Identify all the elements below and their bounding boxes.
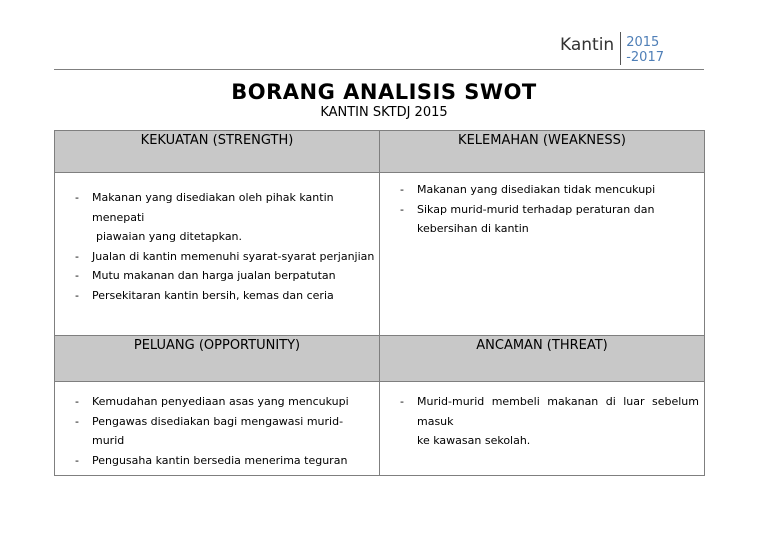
list-item-text: Sikap murid-murid terhadap peraturan dan bbox=[417, 202, 655, 216]
page-header bbox=[560, 32, 664, 68]
strength-heading: KEKUATAN (STRENGTH) bbox=[55, 131, 380, 173]
list-item-text: Persekitaran kantin bersih, kemas dan ceria bbox=[92, 288, 334, 302]
list-item-text: menepati bbox=[92, 210, 145, 224]
list-item-text: kebersihan di kantin bbox=[417, 222, 529, 235]
opportunity-cell bbox=[55, 382, 380, 476]
header-rule bbox=[54, 69, 704, 70]
list-item bbox=[55, 392, 379, 412]
weakness-list bbox=[380, 180, 704, 239]
bullet-dash: - bbox=[75, 453, 79, 467]
weakness-cell bbox=[380, 173, 705, 336]
list-item-text: Jualan di kantin memenuhi syarat-syarat perjanjian bbox=[92, 249, 375, 263]
threat-cell bbox=[380, 382, 705, 476]
list-item-text: Kemudahan penyediaan asas yang mencukupi bbox=[92, 395, 349, 408]
header-name: Kantin bbox=[560, 32, 621, 65]
list-item-text: Mutu makanan dan harga jualan berpatutan bbox=[92, 269, 336, 282]
list-item bbox=[55, 412, 379, 451]
bullet-dash: - bbox=[400, 395, 404, 408]
list-item-text: Murid-murid membeli makanan di luar sebelum bbox=[417, 395, 699, 408]
list-item bbox=[55, 451, 379, 471]
bullet-dash: - bbox=[75, 288, 79, 302]
swot-table bbox=[54, 130, 705, 476]
list-item-text: Pengusaha kantin bersedia menerima teguran bbox=[92, 453, 348, 467]
document-title: BORANG ANALISIS SWOT bbox=[231, 80, 537, 104]
threat-list bbox=[380, 392, 699, 451]
bullet-dash: - bbox=[75, 414, 79, 428]
weakness-heading: KELEMAHAN (WEAKNESS) bbox=[380, 131, 705, 173]
list-item-text: Makanan yang disediakan oleh pihak kantin bbox=[92, 191, 334, 204]
list-item-text: Makanan yang disediakan tidak mencukupi bbox=[417, 183, 656, 196]
list-item bbox=[380, 180, 704, 200]
list-item-text: ke kawasan sekolah. bbox=[417, 434, 531, 447]
list-item bbox=[55, 247, 375, 267]
bullet-dash: - bbox=[75, 395, 79, 408]
header-years bbox=[621, 32, 664, 65]
list-item-text: masuk bbox=[417, 414, 454, 428]
list-item-text: murid bbox=[92, 434, 125, 447]
list-item bbox=[55, 266, 375, 286]
strength-list bbox=[55, 188, 375, 305]
bullet-dash: - bbox=[400, 202, 404, 216]
bullet-dash: - bbox=[400, 183, 404, 196]
opportunity-list bbox=[55, 392, 379, 470]
strength-cell bbox=[55, 173, 380, 336]
bullet-dash: - bbox=[75, 249, 79, 263]
header-year-end: -2017 bbox=[626, 50, 664, 65]
list-item bbox=[380, 200, 704, 239]
document-subtitle: KANTIN SKTDJ 2015 bbox=[320, 105, 448, 120]
bullet-dash: - bbox=[75, 191, 79, 204]
bullet-dash: - bbox=[75, 269, 79, 282]
opportunity-heading: PELUANG (OPPORTUNITY) bbox=[55, 336, 380, 382]
header-year-start: 2015 bbox=[626, 35, 660, 50]
threat-heading: ANCAMAN (THREAT) bbox=[380, 336, 705, 382]
list-item-text: piawaian yang ditetapkan. bbox=[96, 230, 243, 243]
list-item-text: Pengawas disediakan bagi mengawasi murid- bbox=[92, 414, 344, 428]
list-item bbox=[55, 286, 375, 306]
list-item bbox=[55, 188, 375, 247]
list-item bbox=[380, 392, 699, 451]
